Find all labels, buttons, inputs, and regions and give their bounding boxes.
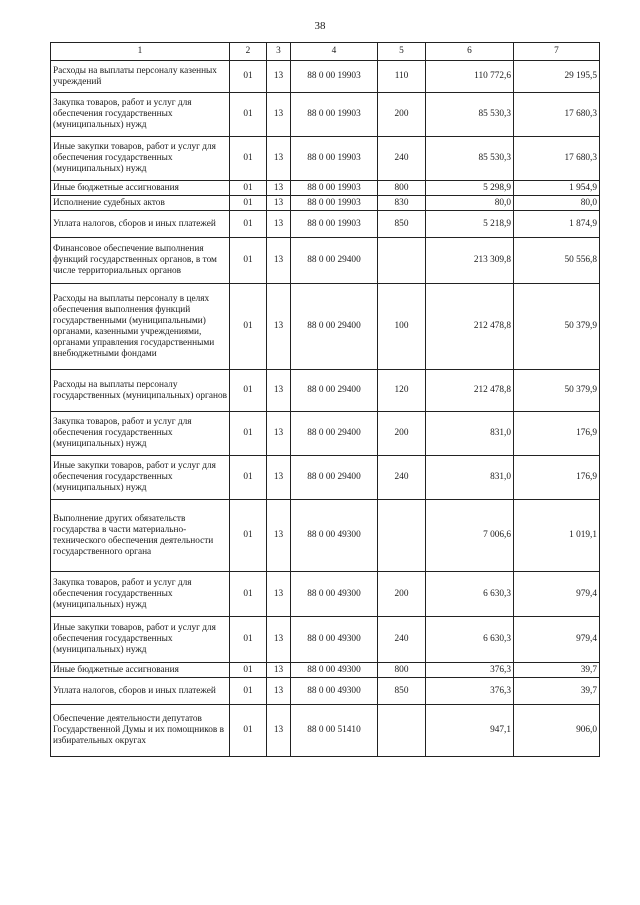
row-cell-c5: 850 — [378, 211, 426, 238]
row-cell-c7: 17 680,3 — [514, 93, 600, 137]
row-name-cell: Уплата налогов, сборов и иных платежей — [51, 678, 230, 705]
row-cell-c3: 13 — [267, 705, 291, 757]
row-cell-c5 — [378, 500, 426, 572]
row-cell-c3: 13 — [267, 284, 291, 370]
column-header: 4 — [291, 43, 378, 61]
row-name-cell: Иные закупки товаров, работ и услуг для обеспечения государственных (муниципальных) нужд — [51, 456, 230, 500]
row-cell-c4: 88 0 00 29400 — [291, 238, 378, 284]
row-cell-c2: 01 — [230, 93, 267, 137]
row-cell-c6: 5 218,9 — [426, 211, 514, 238]
row-cell-c3: 13 — [267, 370, 291, 412]
table-row — [51, 181, 600, 196]
column-header: 2 — [230, 43, 267, 61]
row-cell-c2: 01 — [230, 500, 267, 572]
row-cell-c5: 830 — [378, 196, 426, 211]
column-header: 7 — [514, 43, 600, 61]
budget-table — [50, 42, 600, 757]
row-name-cell: Расходы на выплаты персоналу казенных учреждений — [51, 61, 230, 93]
row-cell-c4: 88 0 00 29400 — [291, 412, 378, 456]
table-body — [51, 61, 600, 757]
row-cell-c6: 7 006,6 — [426, 500, 514, 572]
row-cell-c5: 240 — [378, 137, 426, 181]
row-name-cell: Исполнение судебных актов — [51, 196, 230, 211]
table-row — [51, 705, 600, 757]
row-cell-c7: 979,4 — [514, 572, 600, 617]
page-number: 38 — [314, 20, 326, 32]
row-cell-c7: 80,0 — [514, 196, 600, 211]
row-name-cell: Обеспечение деятельности депутатов Государственной Думы и их помощников в избирательных округах — [51, 705, 230, 757]
row-cell-c2: 01 — [230, 705, 267, 757]
row-cell-c3: 13 — [267, 678, 291, 705]
row-cell-c5 — [378, 705, 426, 757]
row-cell-c5: 240 — [378, 456, 426, 500]
row-cell-c7: 50 556,8 — [514, 238, 600, 284]
row-cell-c2: 01 — [230, 61, 267, 93]
row-cell-c7: 979,4 — [514, 617, 600, 663]
row-cell-c7: 1 019,1 — [514, 500, 600, 572]
table-row — [51, 572, 600, 617]
row-name-cell: Иные бюджетные ассигнования — [51, 663, 230, 678]
row-name-cell: Расходы на выплаты персоналу в целях обеспечения выполнения функций государственными (муниципальными) органами, казенными учреждениями, органами управления государственными внебюджетными фондами — [51, 284, 230, 370]
row-cell-c6: 85 530,3 — [426, 137, 514, 181]
table-row — [51, 196, 600, 211]
row-cell-c6: 831,0 — [426, 412, 514, 456]
row-name-cell: Иные закупки товаров, работ и услуг для обеспечения государственных (муниципальных) нужд — [51, 617, 230, 663]
row-name-cell: Иные закупки товаров, работ и услуг для обеспечения государственных (муниципальных) нужд — [51, 137, 230, 181]
table-row — [51, 412, 600, 456]
row-cell-c5: 800 — [378, 181, 426, 196]
row-cell-c4: 88 0 00 49300 — [291, 617, 378, 663]
row-cell-c2: 01 — [230, 663, 267, 678]
row-cell-c2: 01 — [230, 137, 267, 181]
row-cell-c5: 100 — [378, 284, 426, 370]
row-cell-c6: 212 478,8 — [426, 370, 514, 412]
row-cell-c2: 01 — [230, 211, 267, 238]
row-cell-c6: 80,0 — [426, 196, 514, 211]
row-cell-c7: 50 379,9 — [514, 284, 600, 370]
table-row — [51, 137, 600, 181]
row-cell-c4: 88 0 00 19903 — [291, 181, 378, 196]
row-cell-c6: 6 630,3 — [426, 617, 514, 663]
row-cell-c6: 110 772,6 — [426, 61, 514, 93]
table-row — [51, 663, 600, 678]
row-cell-c2: 01 — [230, 181, 267, 196]
row-cell-c4: 88 0 00 49300 — [291, 500, 378, 572]
row-cell-c4: 88 0 00 19903 — [291, 93, 378, 137]
row-cell-c3: 13 — [267, 572, 291, 617]
row-cell-c2: 01 — [230, 412, 267, 456]
column-header: 6 — [426, 43, 514, 61]
row-cell-c7: 29 195,5 — [514, 61, 600, 93]
row-cell-c4: 88 0 00 51410 — [291, 705, 378, 757]
row-cell-c2: 01 — [230, 572, 267, 617]
row-cell-c4: 88 0 00 29400 — [291, 284, 378, 370]
row-name-cell: Закупка товаров, работ и услуг для обеспечения государственных (муниципальных) нужд — [51, 93, 230, 137]
row-name-cell: Финансовое обеспечение выполнения функций государственных органов, в том числе территориальных органов — [51, 238, 230, 284]
table-row — [51, 211, 600, 238]
table-row — [51, 284, 600, 370]
row-cell-c4: 88 0 00 19903 — [291, 196, 378, 211]
row-cell-c7: 176,9 — [514, 456, 600, 500]
table-row — [51, 61, 600, 93]
row-cell-c7: 1 954,9 — [514, 181, 600, 196]
row-cell-c2: 01 — [230, 238, 267, 284]
row-cell-c7: 39,7 — [514, 663, 600, 678]
row-cell-c6: 212 478,8 — [426, 284, 514, 370]
row-cell-c6: 831,0 — [426, 456, 514, 500]
row-cell-c3: 13 — [267, 137, 291, 181]
row-cell-c3: 13 — [267, 93, 291, 137]
header-row — [51, 43, 600, 61]
row-cell-c6: 213 309,8 — [426, 238, 514, 284]
row-cell-c5: 200 — [378, 93, 426, 137]
row-cell-c4: 88 0 00 19903 — [291, 137, 378, 181]
row-cell-c4: 88 0 00 19903 — [291, 61, 378, 93]
row-cell-c7: 176,9 — [514, 412, 600, 456]
row-name-cell: Закупка товаров, работ и услуг для обеспечения государственных (муниципальных) нужд — [51, 572, 230, 617]
row-cell-c6: 947,1 — [426, 705, 514, 757]
row-cell-c2: 01 — [230, 196, 267, 211]
row-cell-c6: 5 298,9 — [426, 181, 514, 196]
row-cell-c3: 13 — [267, 412, 291, 456]
row-cell-c3: 13 — [267, 663, 291, 678]
row-cell-c5: 200 — [378, 572, 426, 617]
row-cell-c5: 120 — [378, 370, 426, 412]
row-cell-c4: 88 0 00 29400 — [291, 456, 378, 500]
row-cell-c2: 01 — [230, 370, 267, 412]
row-cell-c3: 13 — [267, 211, 291, 238]
table-row — [51, 500, 600, 572]
row-cell-c6: 376,3 — [426, 663, 514, 678]
row-cell-c6: 6 630,3 — [426, 572, 514, 617]
row-cell-c5: 850 — [378, 678, 426, 705]
row-cell-c3: 13 — [267, 61, 291, 93]
row-name-cell: Закупка товаров, работ и услуг для обеспечения государственных (муниципальных) нужд — [51, 412, 230, 456]
row-cell-c4: 88 0 00 49300 — [291, 678, 378, 705]
row-name-cell: Уплата налогов, сборов и иных платежей — [51, 211, 230, 238]
table-row — [51, 370, 600, 412]
row-cell-c2: 01 — [230, 617, 267, 663]
column-header: 1 — [51, 43, 230, 61]
row-cell-c3: 13 — [267, 238, 291, 284]
row-cell-c6: 376,3 — [426, 678, 514, 705]
table-row — [51, 678, 600, 705]
row-cell-c4: 88 0 00 19903 — [291, 211, 378, 238]
row-cell-c7: 906,0 — [514, 705, 600, 757]
table-row — [51, 456, 600, 500]
column-header: 3 — [267, 43, 291, 61]
row-cell-c2: 01 — [230, 456, 267, 500]
row-cell-c7: 1 874,9 — [514, 211, 600, 238]
row-cell-c4: 88 0 00 49300 — [291, 663, 378, 678]
table-row — [51, 617, 600, 663]
row-cell-c3: 13 — [267, 500, 291, 572]
row-name-cell: Иные бюджетные ассигнования — [51, 181, 230, 196]
row-cell-c5: 110 — [378, 61, 426, 93]
row-cell-c4: 88 0 00 49300 — [291, 572, 378, 617]
row-cell-c3: 13 — [267, 456, 291, 500]
row-cell-c2: 01 — [230, 284, 267, 370]
row-cell-c7: 17 680,3 — [514, 137, 600, 181]
row-cell-c5: 240 — [378, 617, 426, 663]
column-header: 5 — [378, 43, 426, 61]
table-row — [51, 238, 600, 284]
table-row — [51, 93, 600, 137]
row-cell-c2: 01 — [230, 678, 267, 705]
row-cell-c4: 88 0 00 29400 — [291, 370, 378, 412]
row-cell-c7: 39,7 — [514, 678, 600, 705]
row-cell-c3: 13 — [267, 196, 291, 211]
row-cell-c7: 50 379,9 — [514, 370, 600, 412]
row-cell-c5: 800 — [378, 663, 426, 678]
row-cell-c5 — [378, 238, 426, 284]
row-name-cell: Выполнение других обязательств государства в части материально-технического обеспечения деятельности государственного органа — [51, 500, 230, 572]
row-cell-c3: 13 — [267, 181, 291, 196]
row-name-cell: Расходы на выплаты персоналу государственных (муниципальных) органов — [51, 370, 230, 412]
row-cell-c3: 13 — [267, 617, 291, 663]
row-cell-c5: 200 — [378, 412, 426, 456]
row-cell-c6: 85 530,3 — [426, 93, 514, 137]
